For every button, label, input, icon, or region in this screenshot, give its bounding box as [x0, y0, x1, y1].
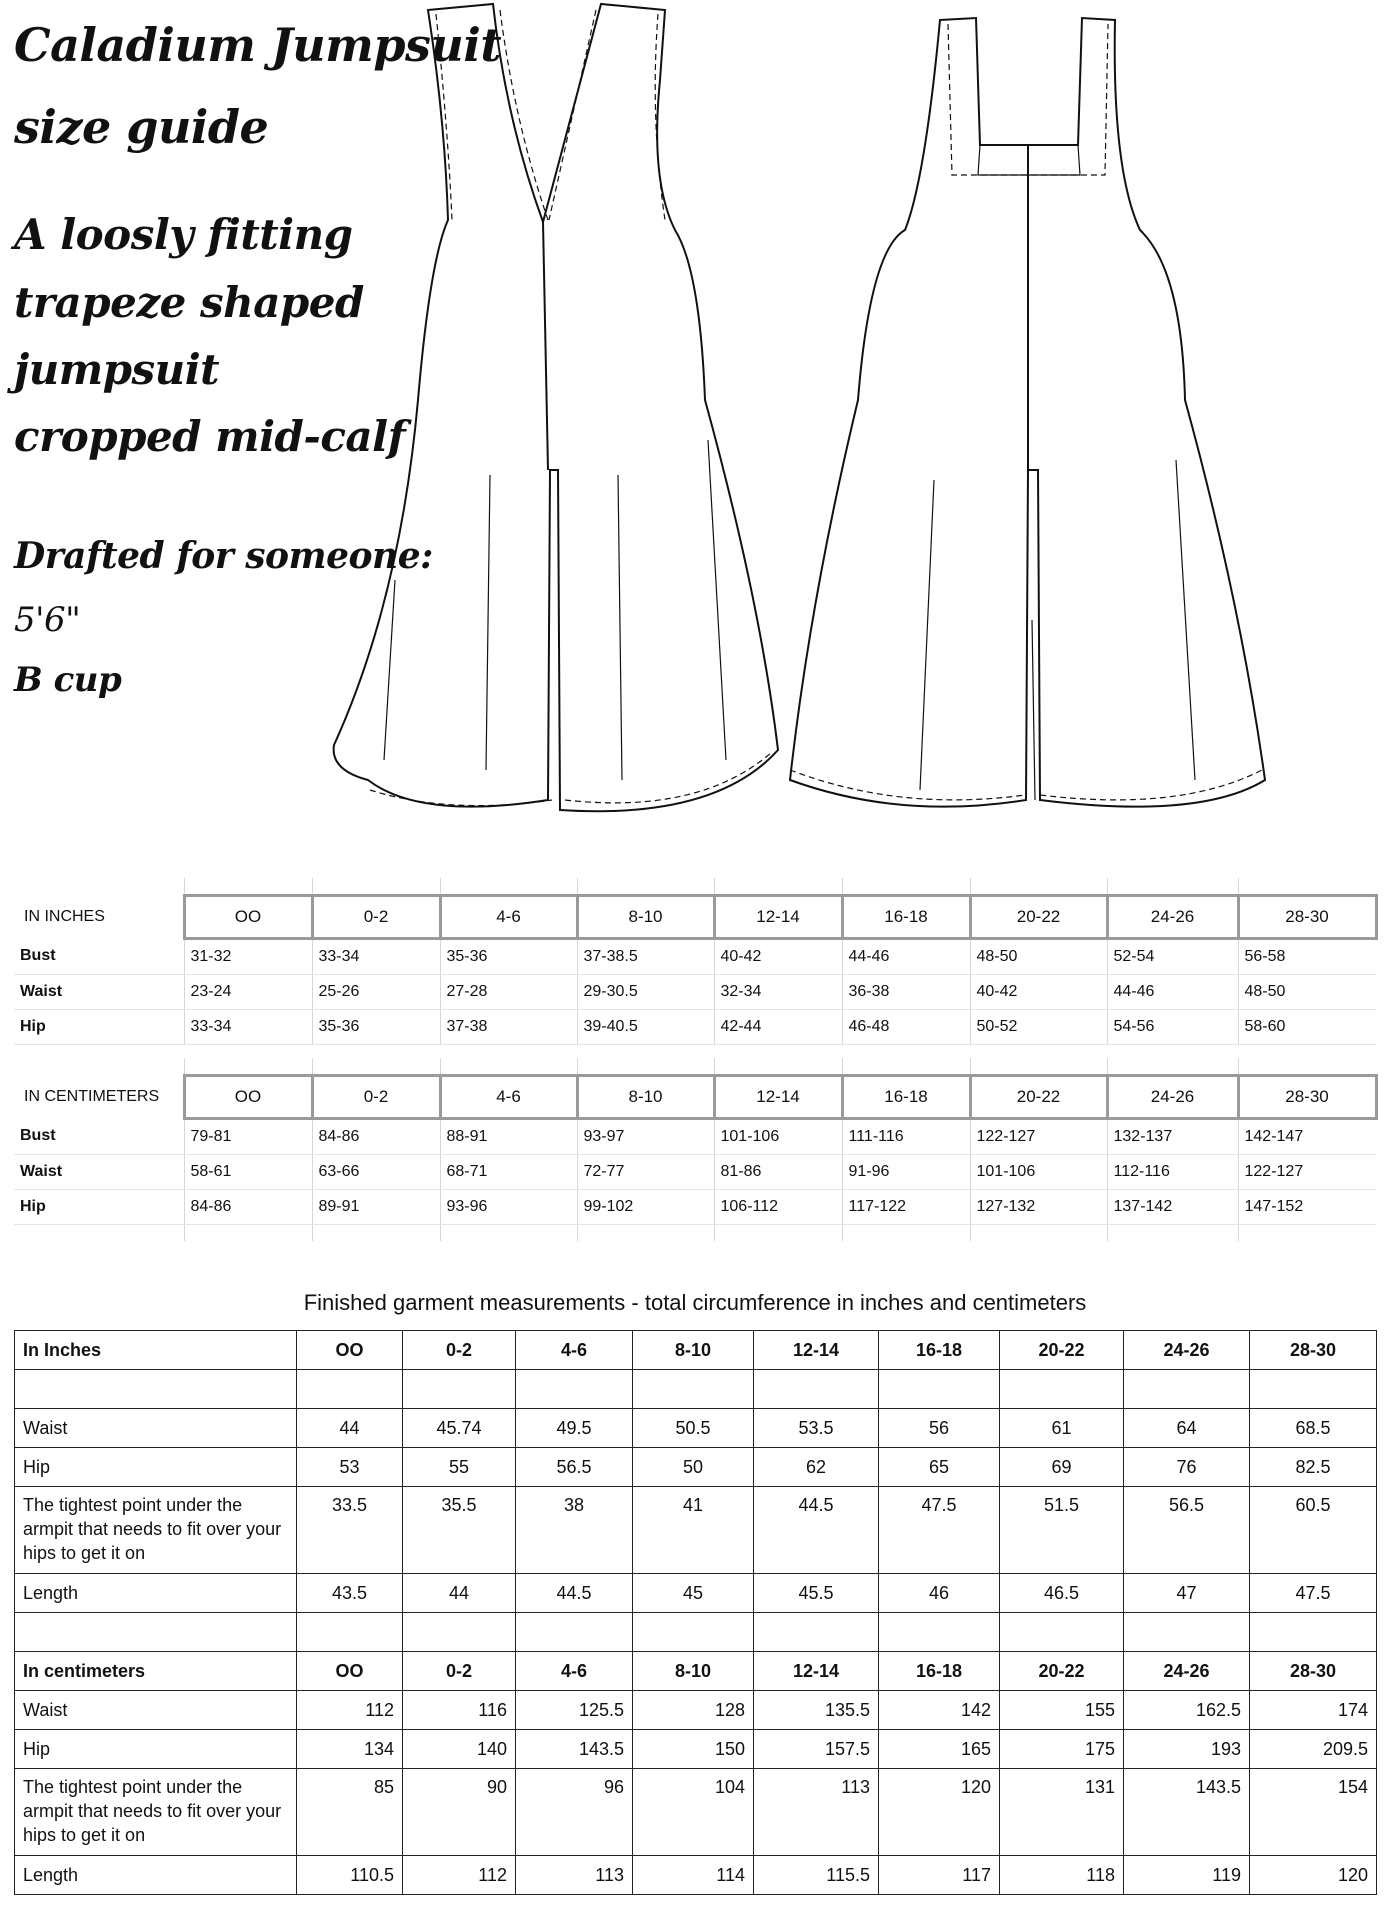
- cell: 122-127: [970, 1119, 1107, 1155]
- cell: 113: [754, 1769, 879, 1856]
- unit-label: IN CENTIMETERS: [24, 1088, 160, 1105]
- cell: 56.5: [516, 1448, 633, 1487]
- table-row: [15, 1409, 1377, 1448]
- table-row: [15, 1448, 1377, 1487]
- cell: 38: [516, 1487, 633, 1574]
- inches-section-label: In Inches: [15, 1331, 297, 1370]
- cell: 44: [297, 1409, 403, 1448]
- table-header-row: [15, 1652, 1377, 1691]
- cell: 47.5: [1250, 1574, 1377, 1613]
- cell: 135.5: [754, 1691, 879, 1730]
- cell: 84-86: [312, 1119, 440, 1155]
- cell: 137-142: [1107, 1190, 1238, 1225]
- cell: 150: [633, 1730, 754, 1769]
- cell: 99-102: [577, 1190, 714, 1225]
- cell: 63-66: [312, 1155, 440, 1190]
- cell: 68.5: [1250, 1409, 1377, 1448]
- cell: 175: [1000, 1730, 1124, 1769]
- row-label: Length: [15, 1574, 297, 1613]
- cell: 84-86: [184, 1190, 312, 1225]
- table-row: [15, 1487, 1377, 1574]
- cell: 48-50: [970, 939, 1107, 975]
- cell: 96: [516, 1769, 633, 1856]
- size-header: 0-2: [403, 1331, 516, 1370]
- row-label: Waist: [15, 1409, 297, 1448]
- cell: 58-60: [1238, 1010, 1376, 1045]
- cell: 140: [403, 1730, 516, 1769]
- cell: 46.5: [1000, 1574, 1124, 1613]
- cell: 44-46: [842, 939, 970, 975]
- table-row: [15, 1730, 1377, 1769]
- description-line: trapeze shaped: [14, 278, 364, 327]
- size-header: 24-26: [1107, 1076, 1238, 1119]
- size-header: 4-6: [440, 896, 577, 939]
- cell: 118: [1000, 1856, 1124, 1895]
- cell: 45: [633, 1574, 754, 1613]
- cell: 112-116: [1107, 1155, 1238, 1190]
- cell: 35.5: [403, 1487, 516, 1574]
- row-label: Bust: [14, 939, 184, 975]
- cell: 165: [879, 1730, 1000, 1769]
- cell: 33.5: [297, 1487, 403, 1574]
- size-header: 28-30: [1250, 1331, 1377, 1370]
- size-header: 4-6: [440, 1076, 577, 1119]
- cell: 111-116: [842, 1119, 970, 1155]
- cell: 101-106: [970, 1155, 1107, 1190]
- row-label: Hip: [14, 1010, 184, 1045]
- size-header: OO: [184, 896, 312, 939]
- cell: 72-77: [577, 1155, 714, 1190]
- row-label: Waist: [15, 1691, 297, 1730]
- size-header: 16-18: [842, 896, 970, 939]
- cell: 48-50: [1238, 975, 1376, 1010]
- cell: 56: [879, 1409, 1000, 1448]
- size-header: 0-2: [403, 1652, 516, 1691]
- cell: 120: [1250, 1856, 1377, 1895]
- description-line: jumpsuit: [14, 345, 220, 394]
- drafted-for-label: Drafted for someone:: [14, 535, 433, 577]
- cell: 128: [633, 1691, 754, 1730]
- cell: 142-147: [1238, 1119, 1376, 1155]
- cell: 53: [297, 1448, 403, 1487]
- row-label: Length: [15, 1856, 297, 1895]
- cell: 142: [879, 1691, 1000, 1730]
- cell: 122-127: [1238, 1155, 1376, 1190]
- table-row: [14, 1010, 1376, 1045]
- cell: 93-96: [440, 1190, 577, 1225]
- cell: 23-24: [184, 975, 312, 1010]
- size-header: 28-30: [1250, 1652, 1377, 1691]
- cell: 42-44: [714, 1010, 842, 1045]
- front-view-stitching: [370, 10, 772, 806]
- cell: 47.5: [879, 1487, 1000, 1574]
- cell: 35-36: [440, 939, 577, 975]
- cell: 113: [516, 1856, 633, 1895]
- page-subtitle: size guide: [14, 100, 269, 154]
- drafted-height: 5'6": [14, 600, 81, 640]
- size-header: 20-22: [1000, 1652, 1124, 1691]
- front-view-sketch: [334, 4, 778, 811]
- cell: 132-137: [1107, 1119, 1238, 1155]
- drafted-cup: B cup: [14, 660, 122, 700]
- size-header: 20-22: [970, 896, 1107, 939]
- size-header: OO: [184, 1076, 312, 1119]
- cell: 69: [1000, 1448, 1124, 1487]
- cell: 50.5: [633, 1409, 754, 1448]
- cell: 174: [1250, 1691, 1377, 1730]
- cell: 143.5: [516, 1730, 633, 1769]
- cell: 41: [633, 1487, 754, 1574]
- cell: 114: [633, 1856, 754, 1895]
- size-header: 0-2: [312, 1076, 440, 1119]
- cell: 157.5: [754, 1730, 879, 1769]
- table-row: [15, 1691, 1377, 1730]
- finished-measurements-table: [14, 1330, 1377, 1895]
- table-row: [14, 1155, 1376, 1190]
- size-header: 4-6: [516, 1652, 633, 1691]
- cell: 45.5: [754, 1574, 879, 1613]
- size-header: OO: [297, 1652, 403, 1691]
- body-measurements-inches-table: [14, 878, 1378, 1045]
- cell: 46-48: [842, 1010, 970, 1045]
- cell: 112: [403, 1856, 516, 1895]
- cell: 65: [879, 1448, 1000, 1487]
- unit-label: IN INCHES: [24, 908, 105, 925]
- size-header: 16-18: [879, 1652, 1000, 1691]
- size-header: 16-18: [842, 1076, 970, 1119]
- row-label: Hip: [15, 1730, 297, 1769]
- page-title: Caladium Jumpsuit: [14, 18, 502, 72]
- cell: 40-42: [714, 939, 842, 975]
- size-header: 0-2: [312, 896, 440, 939]
- table-row: [14, 1190, 1376, 1225]
- cell: 117-122: [842, 1190, 970, 1225]
- cell: 147-152: [1238, 1190, 1376, 1225]
- cell: 37-38: [440, 1010, 577, 1045]
- cell: 81-86: [714, 1155, 842, 1190]
- cell: 25-26: [312, 975, 440, 1010]
- cell: 76: [1124, 1448, 1250, 1487]
- cell: 60.5: [1250, 1487, 1377, 1574]
- cell: 143.5: [1124, 1769, 1250, 1856]
- row-label: Waist: [14, 1155, 184, 1190]
- size-header: 12-14: [754, 1652, 879, 1691]
- cell: 134: [297, 1730, 403, 1769]
- cell: 44: [403, 1574, 516, 1613]
- description-line: A loosly fitting: [14, 210, 353, 259]
- size-header: 24-26: [1124, 1331, 1250, 1370]
- row-label: Hip: [14, 1190, 184, 1225]
- cell: 27-28: [440, 975, 577, 1010]
- cell: 44.5: [754, 1487, 879, 1574]
- cell: 56-58: [1238, 939, 1376, 975]
- cell: 32-34: [714, 975, 842, 1010]
- cell: 56.5: [1124, 1487, 1250, 1574]
- table-header-row: [15, 1331, 1377, 1370]
- cell: 50-52: [970, 1010, 1107, 1045]
- cell: 64: [1124, 1409, 1250, 1448]
- table-row: [14, 975, 1376, 1010]
- cell: 68-71: [440, 1155, 577, 1190]
- finished-measurements-title: Finished garment measurements - total circumference in inches and centimeters: [303, 1290, 1087, 1315]
- cell: 88-91: [440, 1119, 577, 1155]
- size-header: 24-26: [1124, 1652, 1250, 1691]
- size-header: 8-10: [633, 1331, 754, 1370]
- cell: 62: [754, 1448, 879, 1487]
- cell: 33-34: [312, 939, 440, 975]
- size-header: 16-18: [879, 1331, 1000, 1370]
- size-header: 28-30: [1238, 1076, 1376, 1119]
- body-measurements-cm-table: [14, 1058, 1378, 1241]
- cell: 101-106: [714, 1119, 842, 1155]
- cell: 36-38: [842, 975, 970, 1010]
- cell: 37-38.5: [577, 939, 714, 975]
- cell: 61: [1000, 1409, 1124, 1448]
- back-view-sketch: [790, 18, 1265, 807]
- cell: 79-81: [184, 1119, 312, 1155]
- cell: 82.5: [1250, 1448, 1377, 1487]
- size-header: OO: [297, 1331, 403, 1370]
- description-line: cropped mid-calf: [14, 412, 406, 461]
- cell: 193: [1124, 1730, 1250, 1769]
- cell: 93-97: [577, 1119, 714, 1155]
- cell: 119: [1124, 1856, 1250, 1895]
- cell: 104: [633, 1769, 754, 1856]
- cell: 55: [403, 1448, 516, 1487]
- garment-sketches: [300, 0, 1390, 830]
- cell: 35-36: [312, 1010, 440, 1045]
- cell: 47: [1124, 1574, 1250, 1613]
- cell: 51.5: [1000, 1487, 1124, 1574]
- cell: 155: [1000, 1691, 1124, 1730]
- size-header: 8-10: [577, 1076, 714, 1119]
- table-row: [15, 1856, 1377, 1895]
- row-label: Bust: [14, 1119, 184, 1155]
- cell: 40-42: [970, 975, 1107, 1010]
- cell: 54-56: [1107, 1010, 1238, 1045]
- cell: 112: [297, 1691, 403, 1730]
- row-label: Hip: [15, 1448, 297, 1487]
- cell: 44-46: [1107, 975, 1238, 1010]
- size-header: 20-22: [970, 1076, 1107, 1119]
- cm-section-label: In centimeters: [15, 1652, 297, 1691]
- cell: 33-34: [184, 1010, 312, 1045]
- cell: 115.5: [754, 1856, 879, 1895]
- cell: 39-40.5: [577, 1010, 714, 1045]
- cell: 162.5: [1124, 1691, 1250, 1730]
- size-header: 4-6: [516, 1331, 633, 1370]
- size-header: 12-14: [754, 1331, 879, 1370]
- cell: 49.5: [516, 1409, 633, 1448]
- row-label: The tightest point under the armpit that needs to fit over your hips to get it on: [15, 1487, 297, 1574]
- cell: 125.5: [516, 1691, 633, 1730]
- cell: 89-91: [312, 1190, 440, 1225]
- row-label: Waist: [14, 975, 184, 1010]
- cell: 90: [403, 1769, 516, 1856]
- cell: 209.5: [1250, 1730, 1377, 1769]
- cell: 85: [297, 1769, 403, 1856]
- cell: 43.5: [297, 1574, 403, 1613]
- cell: 110.5: [297, 1856, 403, 1895]
- row-label: The tightest point under the armpit that needs to fit over your hips to get it on: [15, 1769, 297, 1856]
- cell: 106-112: [714, 1190, 842, 1225]
- cell: 117: [879, 1856, 1000, 1895]
- cell: 31-32: [184, 939, 312, 975]
- table-row: [14, 1119, 1376, 1155]
- cell: 50: [633, 1448, 754, 1487]
- size-header: 20-22: [1000, 1331, 1124, 1370]
- cell: 154: [1250, 1769, 1377, 1856]
- size-header: 12-14: [714, 896, 842, 939]
- size-header: 12-14: [714, 1076, 842, 1119]
- cell: 44.5: [516, 1574, 633, 1613]
- table-row: [15, 1769, 1377, 1856]
- cell: 127-132: [970, 1190, 1107, 1225]
- table-row: [14, 939, 1376, 975]
- cell: 120: [879, 1769, 1000, 1856]
- cell: 29-30.5: [577, 975, 714, 1010]
- cell: 116: [403, 1691, 516, 1730]
- size-header: 28-30: [1238, 896, 1376, 939]
- size-header: 8-10: [633, 1652, 754, 1691]
- cell: 53.5: [754, 1409, 879, 1448]
- cell: 45.74: [403, 1409, 516, 1448]
- size-header: 8-10: [577, 896, 714, 939]
- cell: 58-61: [184, 1155, 312, 1190]
- cell: 46: [879, 1574, 1000, 1613]
- cell: 52-54: [1107, 939, 1238, 975]
- size-header: 24-26: [1107, 896, 1238, 939]
- cell: 131: [1000, 1769, 1124, 1856]
- cell: 91-96: [842, 1155, 970, 1190]
- table-row: [15, 1574, 1377, 1613]
